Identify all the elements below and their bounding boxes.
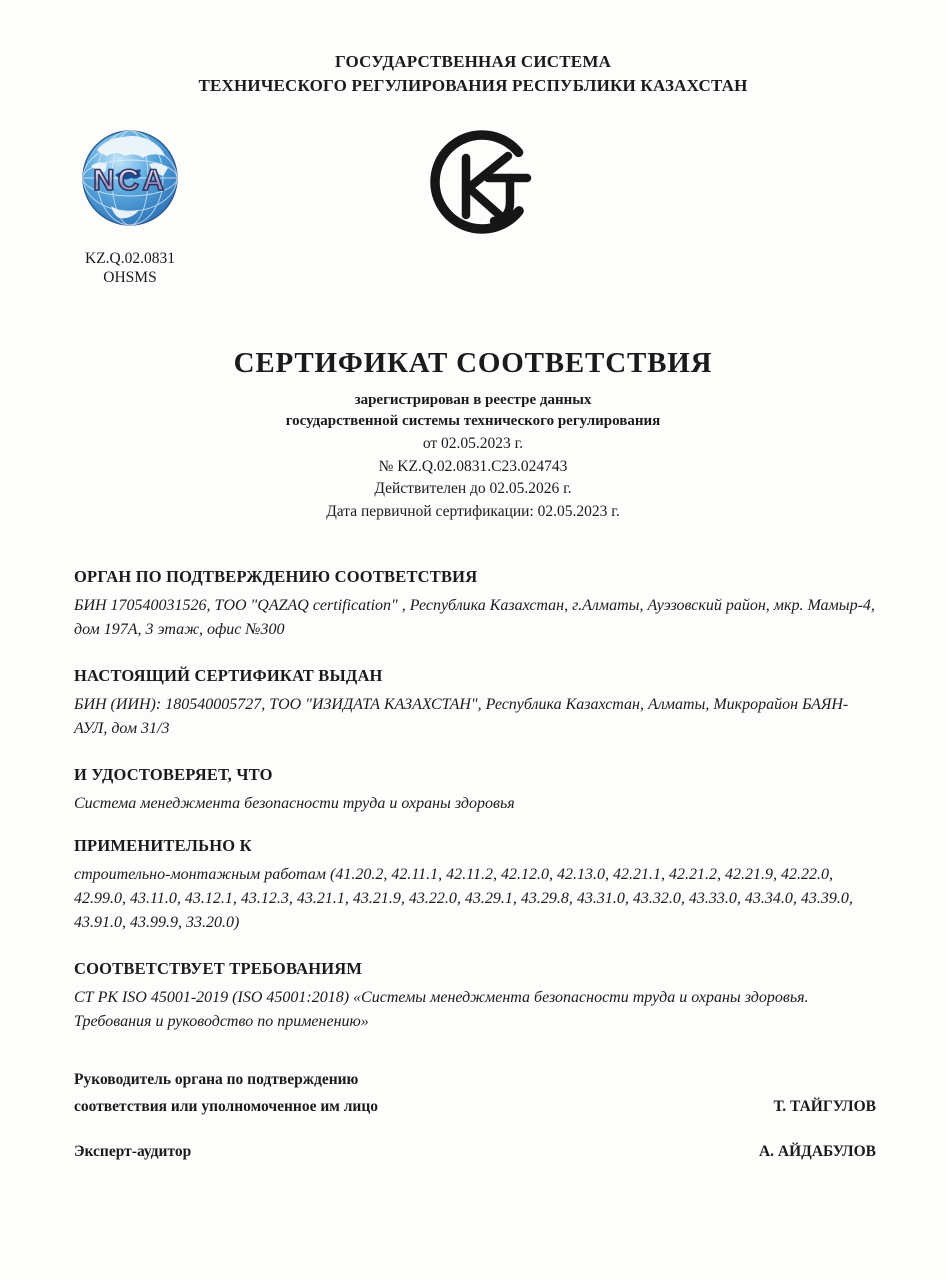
first-certification-date: Дата первичной сертификации: 02.05.2023 г. [326,502,620,520]
section-certification-body [74,567,876,642]
signature-role [74,1066,378,1120]
logos-band [0,128,946,333]
certificate-title: СЕРТИФИКАТ СООТВЕТСТВИЯ [233,346,713,379]
nca-logo-letters: NCA [93,163,167,197]
signature-row-expert [74,1138,876,1165]
section-complies-with [74,959,876,1034]
section-issued-to [74,666,876,741]
signature-role-line-2: соответствия или уполномоченное им лицо [74,1098,378,1116]
section-heading: ПРИМЕНИТЕЛЬНО К [74,835,252,855]
registered-line-1: зарегистрирован в реестре данных [354,391,592,408]
scheme-code: OHSMS [103,268,157,286]
section-body: Система менеджмента безопасности труда и охраны здоровья [74,794,515,812]
registered-line-2: государственной системы технического регулирования [285,413,661,430]
section-certifies-that [74,765,876,816]
registration-date: от 02.05.2023 г. [422,435,524,453]
section-body: БИН 170540031526, ТОО "QAZAQ certification" , Республика Казахстан, г.Алматы, Ауэзовский район, мкр. Мамыр-4, дом 197А, 3 этаж, офис №300 [74,596,875,638]
section-heading: И УДОСТОВЕРЯЕТ, ЧТО [74,764,273,784]
accreditation-block [66,128,194,288]
nca-globe-logo-icon [77,163,183,234]
signature-name: А. АЙДАБУЛОВ [758,1143,876,1161]
accreditation-code: KZ.Q.02.0831 [85,249,175,267]
signature-role-line-1: Руководитель органа по подтверждению [74,1070,359,1088]
certificate-sections [0,567,946,1034]
section-applicable-to [74,836,876,935]
kz-conformity-mark-icon [422,120,546,249]
title-block [0,347,946,523]
signature-name: Т. ТАЙГУЛОВ [773,1098,876,1116]
certificate-number: № KZ.Q.02.0831.C23.024743 [378,457,568,475]
section-heading: СООТВЕТСТВУЕТ ТРЕБОВАНИЯМ [74,958,363,978]
section-heading: ОРГАН ПО ПОДТВЕРЖДЕНИЮ СООТВЕТСТВИЯ [74,566,478,586]
header-line-1: ГОСУДАРСТВЕННАЯ СИСТЕМА [334,52,612,71]
section-body: БИН (ИИН): 180540005727, ТОО "ИЗИДАТА КАЗАХСТАН", Республика Казахстан, Алматы, Микрорайон БАЯН-АУЛ, дом 31/3 [74,695,849,737]
signature-role: Эксперт-аудитор [74,1143,192,1161]
section-body: СТ РК ISO 45001-2019 (ISO 45001:2018) «Системы менеджмента безопасности труда и охраны здоровья. Требования и руководство по применению» [74,988,809,1030]
section-body: строительно-монтажным работам (41.20.2, 42.11.1, 42.11.2, 42.12.0, 42.13.0, 42.21.1, 42.21.2, 42.21.9, 42.22.0, 42.99.0, 43.11.0, 43.12.1, 43.12.3, 43.21.1, 43.21.9, 43.22.0, 43.29.1, 43.29.8, 43.31.0, 43.32.0, 43.33.0, 43.34.0, 43.39.0, 43.91.0, 43.99.9, 33.20.0) [74,865,853,931]
section-heading: НАСТОЯЩИЙ СЕРТИФИКАТ ВЫДАН [74,665,383,685]
document-header [0,0,946,98]
valid-until: Действителен до 02.05.2026 г. [374,480,572,498]
signature-row-head [74,1066,876,1120]
signature-block [0,1066,946,1165]
header-line-2: ТЕХНИЧЕСКОГО РЕГУЛИРОВАНИЯ РЕСПУБЛИКИ КАЗАХСТАН [198,75,748,95]
